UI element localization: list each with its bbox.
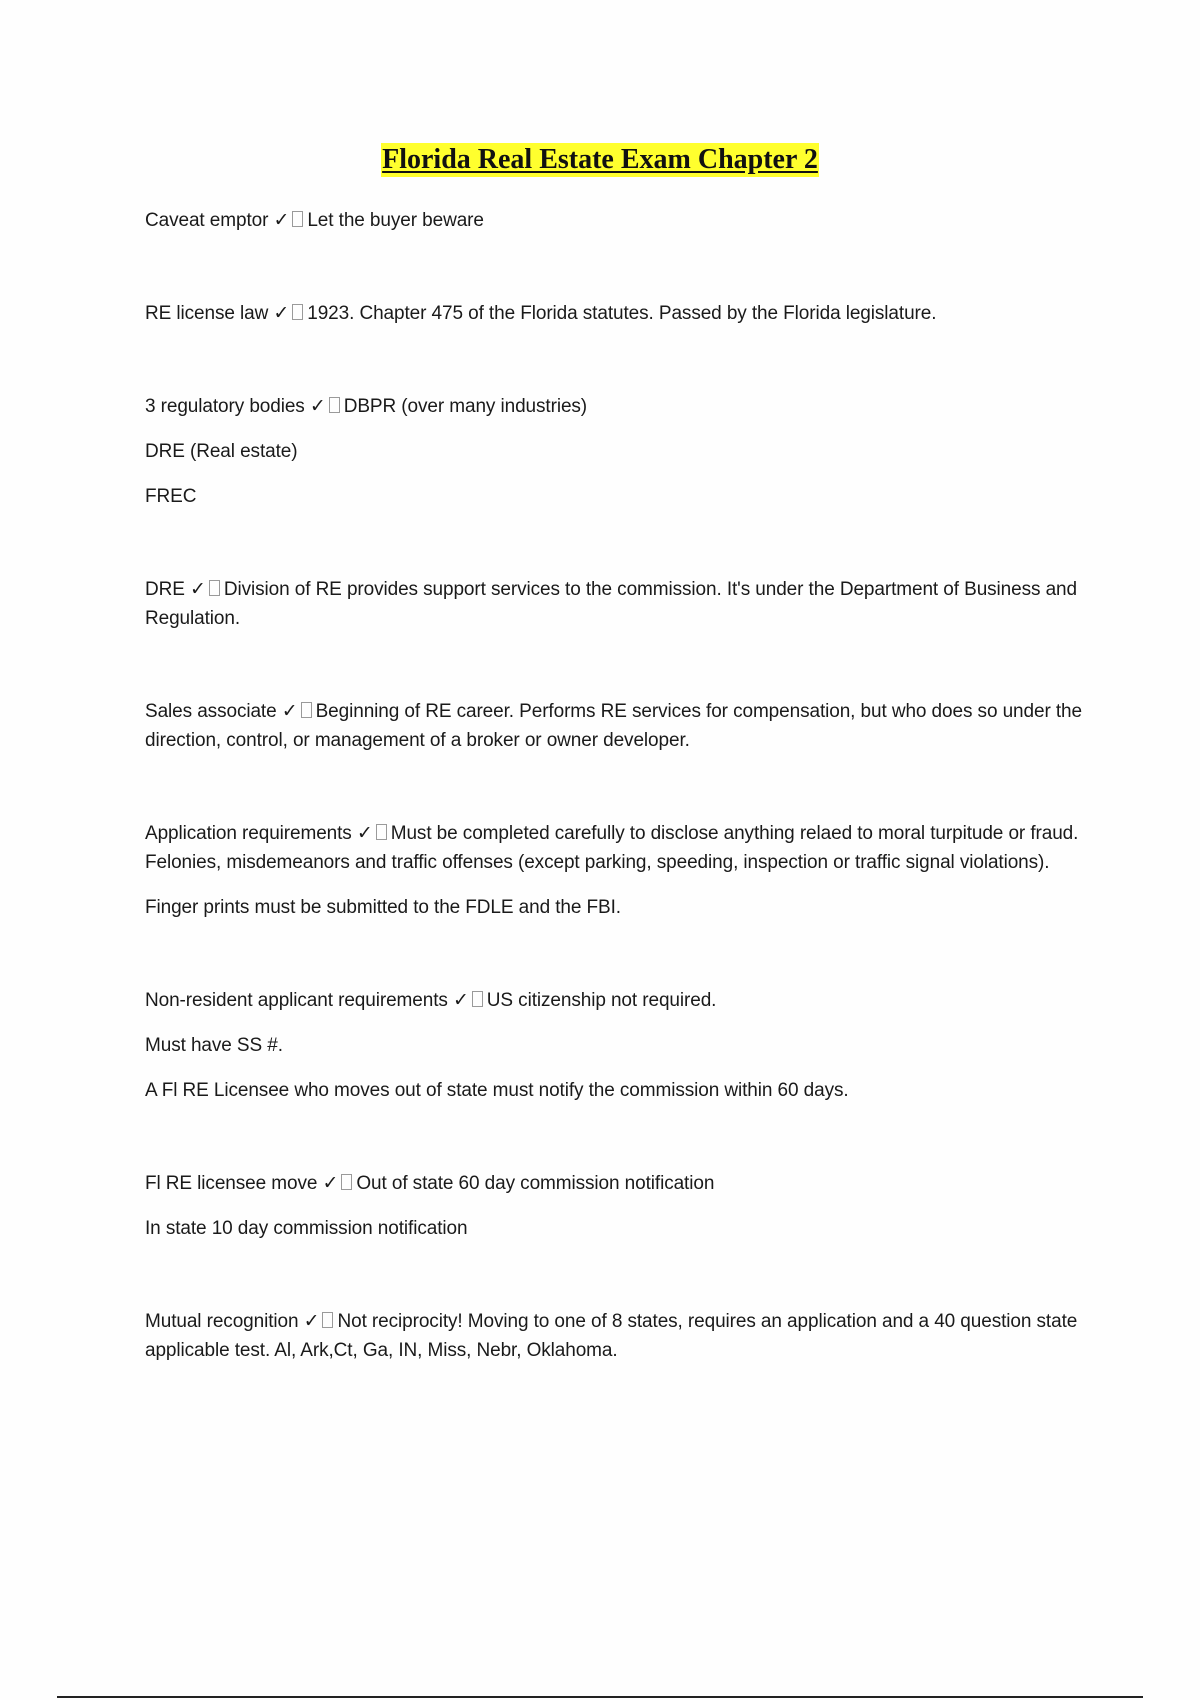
- entry-term: Non-resident applicant requirements: [145, 990, 448, 1011]
- entry-line: [145, 575, 1105, 633]
- entry-definition: Must be completed carefully to disclose anything relaed to moral turpitude or fraud. Felonies, misdemeanors and traffic offenses (except parking, speeding, inspection or traffic signal violations).: [145, 823, 1079, 873]
- entry-definition: Beginning of RE career. Performs RE services for compensation, but who does so under the direction, control, or management of a broker or owner developer.: [145, 701, 1082, 751]
- checkmark-icon: ✓: [273, 302, 290, 324]
- entry-definition: US citizenship not required.: [486, 990, 717, 1011]
- entry-definition: DBPR (over many industries): [343, 396, 588, 417]
- entry-term: Mutual recognition: [145, 1311, 299, 1332]
- box-icon: [341, 1174, 352, 1190]
- checkmark-icon: ✓: [452, 989, 469, 1011]
- checkmark-icon: ✓: [273, 209, 290, 231]
- box-icon: [329, 397, 340, 413]
- box-icon: [376, 824, 387, 840]
- entry-line: [145, 1307, 1105, 1365]
- checkmark-icon: ✓: [281, 700, 298, 722]
- entry-line: [145, 697, 1105, 755]
- checkmark-icon: ✓: [190, 578, 206, 600]
- entry-licensee-move: [145, 1169, 1105, 1243]
- entry-extra-line: Finger prints must be submitted to the FDLE and the FBI.: [145, 897, 621, 918]
- entry-term: 3 regulatory bodies: [145, 396, 305, 417]
- entry-application-requirements: [145, 819, 1105, 922]
- entry-definition: Out of state 60 day commission notification: [356, 1173, 715, 1194]
- entry-definition: Let the buyer beware: [307, 210, 484, 231]
- entry-caveat-emptor: [145, 206, 1105, 235]
- entry-definition: Division of RE provides support services to the commission. It's under the Department of Business and Regulation.: [145, 579, 1077, 629]
- box-icon: [301, 702, 312, 718]
- entry-extra-line: In state 10 day commission notification: [145, 1218, 468, 1239]
- entry-extra-line: DRE (Real estate): [145, 441, 298, 462]
- entry-term: DRE: [145, 579, 185, 600]
- checkmark-icon: ✓: [309, 395, 326, 417]
- box-icon: [472, 991, 483, 1007]
- entry-line: [145, 1169, 1105, 1198]
- entry-line: [145, 819, 1105, 877]
- checkmark-icon: ✓: [356, 822, 373, 844]
- entry-dre: [145, 575, 1105, 633]
- entry-non-resident: [145, 986, 1105, 1105]
- entry-sales-associate: [145, 697, 1105, 755]
- entry-definition: Not reciprocity! Moving to one of 8 states, requires an application and a 40 question state applicable test. Al, Ark,Ct, Ga, IN, Miss, Nebr, Oklahoma.: [145, 1311, 1078, 1361]
- document-content: [145, 206, 1105, 1429]
- title-wrap: [0, 143, 1200, 177]
- footer-divider: [57, 1696, 1143, 1698]
- entry-extra-line: Must have SS #.: [145, 1035, 283, 1056]
- checkmark-icon: ✓: [322, 1172, 339, 1194]
- box-icon: [292, 211, 303, 227]
- box-icon: [322, 1312, 333, 1328]
- entry-term: RE license law: [145, 303, 269, 324]
- entry-term: Caveat emptor: [145, 210, 269, 231]
- entry-line: [145, 299, 1105, 328]
- entry-extra-line: A Fl RE Licensee who moves out of state must notify the commission within 60 days.: [145, 1080, 849, 1101]
- entry-extra-line: FREC: [145, 486, 197, 507]
- checkmark-icon: ✓: [303, 1310, 320, 1332]
- entry-regulatory-bodies: [145, 392, 1105, 511]
- box-icon: [292, 304, 303, 320]
- entry-definition: 1923. Chapter 475 of the Florida statutes. Passed by the Florida legislature.: [307, 303, 937, 324]
- entry-line: [145, 986, 1105, 1015]
- entry-term: Sales associate: [145, 701, 277, 722]
- entry-re-license-law: [145, 299, 1105, 328]
- entry-mutual-recognition: [145, 1307, 1105, 1365]
- box-icon: [209, 580, 220, 596]
- document-title: Florida Real Estate Exam Chapter 2: [382, 144, 818, 175]
- entry-term: Application requirements: [145, 823, 352, 844]
- entry-line: [145, 392, 1105, 421]
- entry-term: Fl RE licensee move: [145, 1173, 318, 1194]
- entry-line: [145, 206, 1105, 235]
